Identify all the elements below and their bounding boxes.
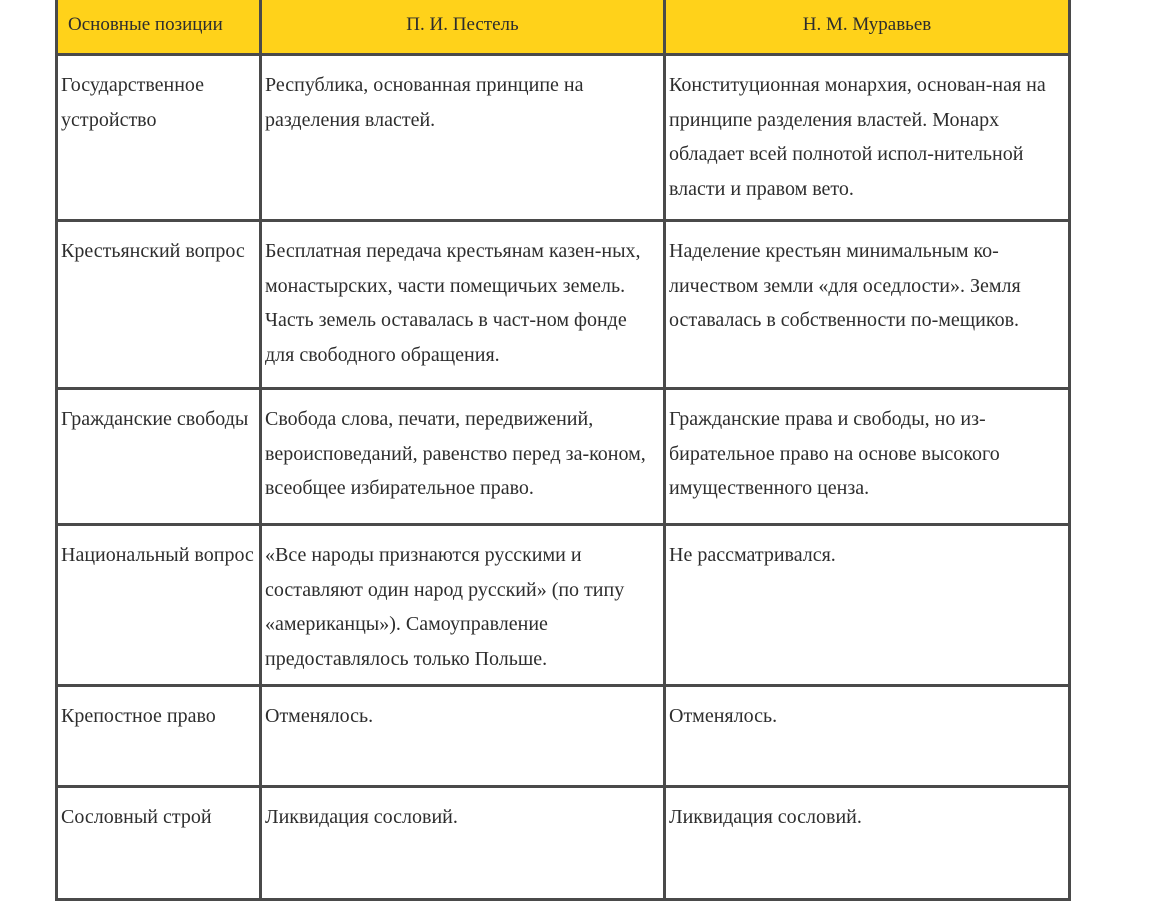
pestel-text: Свобода слова, печати, передвижений, вероисповеданий, равенство перед за-коном, всеобщее избирательное право. [265,408,646,499]
position-cell [57,787,261,900]
muravyov-text: Наделение крестьян минимальным ко-личеством земли «для оседлости». Земля оставалась в собственности по-мещиков. [669,240,1021,331]
comparison-table [55,0,1071,901]
table-row [57,221,1070,389]
table-row [57,55,1070,221]
table-row [57,686,1070,787]
muravyov-cell [665,389,1070,525]
pestel-cell [261,221,665,389]
pestel-cell [261,389,665,525]
position-text: Государственное устройство [61,74,205,131]
position-cell [57,389,261,525]
header-pestel: П. И. Пестель [261,0,665,55]
position-cell [57,221,261,389]
muravyov-text: Гражданские права и свободы, но из-бирательное право на основе высокого имущественного ценза. [669,408,1000,499]
table-row [57,525,1070,686]
header-muravyov: Н. М. Муравьев [665,0,1070,55]
position-text: Крестьянский вопрос [61,240,245,262]
position-text: Гражданские свободы [61,408,249,430]
table-row [57,787,1070,900]
table-row [57,389,1070,525]
pestel-cell [261,55,665,221]
muravyov-text: Отменялось. [669,705,778,727]
muravyov-cell [665,686,1070,787]
pestel-text: «Все народы признаются русскими и составляют один народ русский» (по типу «американцы»). Самоуправление предоставлялось только Польше. [265,544,625,670]
pestel-cell [261,525,665,686]
muravyov-cell [665,787,1070,900]
position-cell [57,55,261,221]
pestel-text: Ликвидация сословий. [265,806,458,828]
muravyov-cell [665,221,1070,389]
muravyov-cell [665,55,1070,221]
table-header-row [57,0,1070,55]
position-cell [57,525,261,686]
header-positions: Основные позиции [57,0,261,55]
pestel-cell [261,787,665,900]
position-text: Крепостное право [61,705,216,727]
pestel-text: Республика, основанная принципе на разделения властей. [265,74,584,131]
muravyov-cell [665,525,1070,686]
position-cell [57,686,261,787]
pestel-text: Бесплатная передача крестьянам казен-ных, монастырских, части помещичьих земель. Часть земель оставалась в част-ном фонде для свободного обращения. [265,240,641,366]
position-text: Сословный строй [61,806,212,828]
muravyov-text: Ликвидация сословий. [669,806,862,828]
muravyov-text: Конституционная монархия, основан-ная на принципе разделения властей. Монарх обладает всей полнотой испол-нительной власти и правом вето. [669,74,1046,200]
pestel-cell [261,686,665,787]
position-text: Национальный вопрос [61,544,254,566]
muravyov-text: Не рассматривался. [669,544,836,566]
pestel-text: Отменялось. [265,705,374,727]
